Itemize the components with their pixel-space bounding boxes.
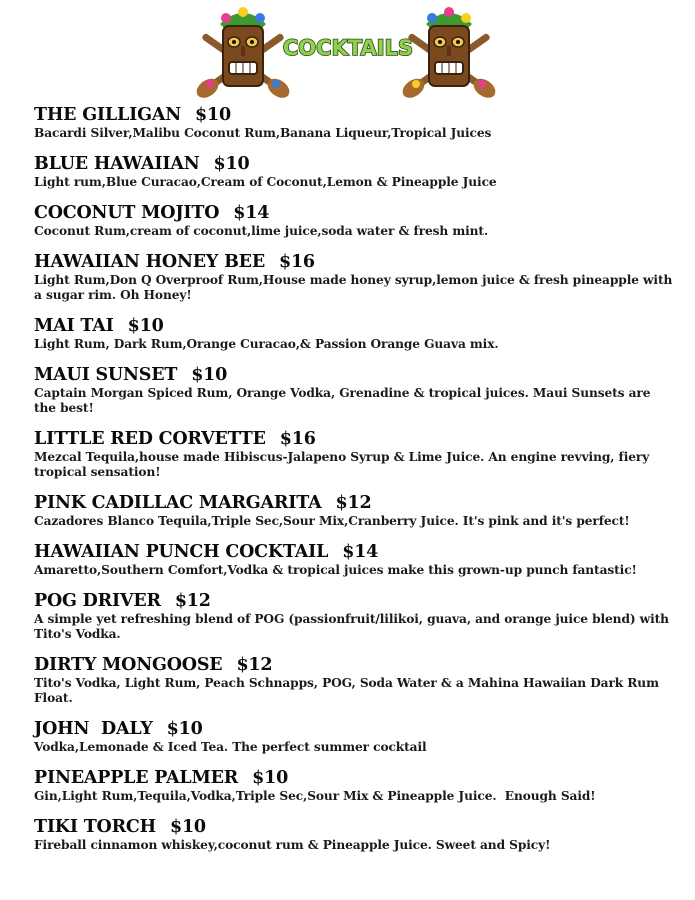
menu-item: [34, 202, 674, 239]
item-name: COCONUT MOJITO: [34, 203, 220, 223]
menu-title: [282, 26, 414, 66]
item-description: Captain Morgan Spiced Rum, Orange Vodka, Grenadine & tropical juices. Maui Sunsets are the best!: [34, 386, 651, 415]
item-price: $10: [169, 817, 206, 837]
item-price: $16: [279, 429, 316, 449]
menu-item: [34, 315, 674, 352]
item-heading: [34, 364, 674, 386]
menu-item: [34, 767, 674, 804]
item-price: $10: [252, 768, 289, 788]
item-heading: [34, 104, 674, 126]
item-heading: [34, 816, 674, 838]
item-price: $10: [166, 719, 203, 739]
item-heading: [34, 202, 674, 224]
item-name: DIRTY MONGOOSE: [34, 655, 223, 675]
menu-item: [34, 816, 674, 853]
item-price: $12: [236, 655, 273, 675]
menu-header: [0, 0, 695, 100]
item-heading: [34, 590, 674, 612]
item-name: MAUI SUNSET: [34, 365, 178, 385]
item-name: MAI TAI: [34, 316, 114, 336]
item-heading: [34, 315, 674, 337]
menu-item: [34, 590, 674, 642]
item-description: Mezcal Tequila,house made Hibiscus-Jalapeno Syrup & Lime Juice. An engine revving, fiery tropical sensation!: [34, 450, 650, 479]
item-heading: [34, 492, 674, 514]
item-description: A simple yet refreshing blend of POG (passionfruit/lilikoi, guava, and orange juice blend) with Tito's Vodka.: [34, 612, 669, 641]
item-name: THE GILLIGAN: [34, 105, 182, 125]
menu-item: [34, 104, 674, 141]
item-price: $12: [335, 493, 372, 513]
item-description: Coconut Rum,cream of coconut,lime juice,soda water & fresh mint.: [34, 224, 489, 238]
item-name: POG DRIVER: [34, 591, 161, 611]
item-description: Gin,Light Rum,Tequila,Vodka,Triple Sec,Sour Mix & Pineapple Juice. Enough Said!: [34, 789, 596, 803]
item-price: $10: [191, 365, 228, 385]
menu-item: [34, 492, 674, 529]
item-name: HAWAIIAN HONEY BEE: [34, 252, 265, 272]
menu-item: [34, 251, 674, 303]
item-name: TIKI TORCH: [34, 817, 156, 837]
item-description: Bacardi Silver,Malibu Coconut Rum,Banana Liqueur,Tropical Juices: [34, 126, 492, 140]
item-price: $10: [195, 105, 231, 125]
item-description: Tito's Vodka, Light Rum, Peach Schnapps, POG, Soda Water & a Mahina Hawaiian Dark Rum Float.: [34, 676, 659, 705]
svg-text:COCKTAILS: COCKTAILS: [282, 36, 414, 60]
item-price: $14: [233, 203, 270, 223]
item-description: Amaretto,Southern Comfort,Vodka & tropical juices make this grown-up punch fantastic!: [34, 563, 637, 577]
item-heading: [34, 153, 674, 175]
item-heading: [34, 251, 674, 273]
item-description: Cazadores Blanco Tequila,Triple Sec,Sour Mix,Cranberry Juice. It's pink and it's perfect!: [34, 514, 630, 528]
menu-item: [34, 428, 674, 480]
item-heading: [34, 654, 674, 676]
item-name: BLUE HAWAIIAN: [34, 154, 200, 174]
item-price: $10: [213, 154, 250, 174]
item-heading: [34, 767, 674, 789]
item-description: Light Rum, Dark Rum,Orange Curacao,& Passion Orange Guava mix.: [34, 337, 499, 351]
item-price: $16: [278, 252, 315, 272]
tiki-mask-icon: [396, 4, 502, 96]
cocktail-list: [34, 104, 674, 853]
item-price: $14: [342, 542, 379, 562]
item-name: JOHN DALY: [34, 719, 153, 739]
item-heading: [34, 718, 674, 740]
tiki-mask-icon: [190, 4, 296, 96]
item-heading: [34, 541, 674, 563]
item-description: Vodka,Lemonade & Iced Tea. The perfect summer cocktail: [34, 740, 427, 754]
item-name: PINK CADILLAC MARGARITA: [34, 493, 322, 513]
menu-item: [34, 364, 674, 416]
menu-item: [34, 718, 674, 755]
menu-item: [34, 654, 674, 706]
item-heading: [34, 428, 674, 450]
item-price: $12: [174, 591, 211, 611]
item-name: LITTLE RED CORVETTE: [34, 429, 266, 449]
item-name: HAWAIIAN PUNCH COCKTAIL: [34, 542, 329, 562]
item-description: Fireball cinnamon whiskey,coconut rum & Pineapple Juice. Sweet and Spicy!: [34, 838, 551, 852]
item-description: Light Rum,Don Q Overproof Rum,House made honey syrup,lemon juice & fresh pineapple with a sugar rim. Oh Honey!: [34, 273, 673, 302]
item-name: PINEAPPLE PALMER: [34, 768, 239, 788]
item-description: Light rum,Blue Curacao,Cream of Coconut,Lemon & Pineapple Juice: [34, 175, 497, 189]
item-price: $10: [127, 316, 164, 336]
menu-item: [34, 153, 674, 190]
menu-item: [34, 541, 674, 578]
